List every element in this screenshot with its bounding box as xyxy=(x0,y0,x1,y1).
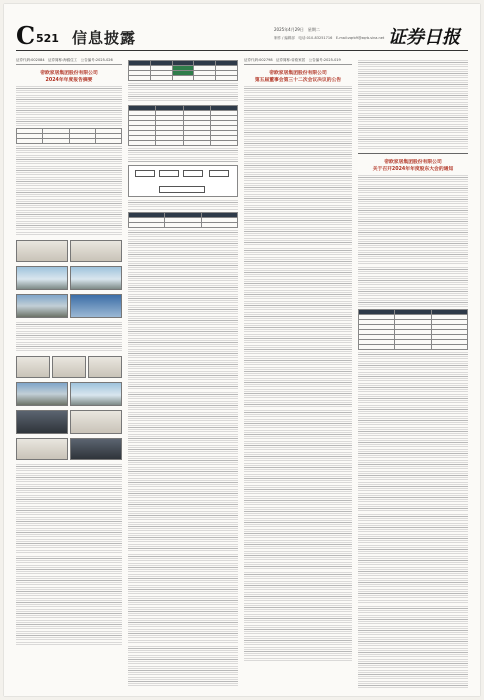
notice-name: 关于召开2024年年度股东大会的通知 xyxy=(372,167,454,172)
column-1-header: 证券代码:002084 证券简称:海鸥住工 公告编号:2025-026 xyxy=(16,58,122,65)
report-company: 帝欧家居集团股份有限公司 xyxy=(40,71,98,76)
report-name: 2024年年度报告摘要 xyxy=(45,78,93,83)
photo-row xyxy=(16,436,122,462)
text-block xyxy=(16,86,122,126)
data-table xyxy=(128,212,238,228)
diagram-box xyxy=(183,170,203,177)
text-block xyxy=(128,83,238,103)
brand-logo: 证券日报 xyxy=(388,27,460,48)
building-photo xyxy=(70,266,122,290)
interior-photo xyxy=(16,356,50,378)
text-block xyxy=(16,322,122,352)
diagram-box xyxy=(209,170,229,177)
newspaper-page xyxy=(4,4,480,696)
text-block xyxy=(358,60,468,150)
text-block xyxy=(358,606,468,688)
notice-title xyxy=(358,158,468,172)
text-block xyxy=(128,148,238,162)
photo-row xyxy=(16,380,122,408)
text-block xyxy=(16,146,122,236)
column-3-header: 证券代码:002798 证券简称:帝欧家居 公告编号:2025-019 xyxy=(244,58,352,65)
financial-table xyxy=(128,105,238,146)
announcement-name: 第五届董事会第三十二次会议决议的公告 xyxy=(254,78,342,83)
building-photo xyxy=(70,294,122,318)
dateline: 2025年4月29日 星期二 xyxy=(274,27,320,32)
text-block xyxy=(358,514,468,604)
text-block xyxy=(244,248,352,408)
interior-photo xyxy=(16,410,68,434)
interior-photo xyxy=(70,438,122,460)
text-block xyxy=(128,230,238,390)
data-table xyxy=(16,128,122,144)
column-3 xyxy=(244,58,352,688)
photo-row xyxy=(16,408,122,436)
photo-row xyxy=(16,264,122,292)
diagram-box xyxy=(159,170,179,177)
text-block xyxy=(16,556,122,646)
interior-photo xyxy=(70,410,122,434)
showroom-photo xyxy=(16,240,68,262)
contact-line: 制作 / 编辑部 电话:010-83251716 E-mail:zqrb9@zqrb.sina.net xyxy=(274,36,385,40)
financial-table xyxy=(128,60,238,81)
column-4 xyxy=(358,58,468,688)
diagram-box xyxy=(159,186,205,193)
interior-photo xyxy=(52,356,86,378)
photo-row xyxy=(16,354,122,380)
building-photo xyxy=(16,266,68,290)
building-photo xyxy=(16,294,68,318)
masthead xyxy=(16,22,468,51)
notice-company: 帝欧家居集团股份有限公司 xyxy=(384,160,442,165)
text-block xyxy=(244,86,352,246)
showroom-photo xyxy=(70,240,122,262)
announcement-company: 帝欧家居集团股份有限公司 xyxy=(269,71,327,76)
text-block xyxy=(128,200,238,210)
text-block xyxy=(244,572,352,662)
report-title xyxy=(16,69,122,83)
section-title: 信息披露 xyxy=(72,29,137,47)
column-1 xyxy=(16,58,122,688)
interior-photo xyxy=(88,356,122,378)
text-block xyxy=(128,392,238,552)
text-block xyxy=(244,410,352,570)
text-block xyxy=(16,464,122,554)
column-2 xyxy=(128,58,238,688)
photo-row xyxy=(16,292,122,320)
text-block xyxy=(128,646,238,688)
divider xyxy=(358,153,468,154)
shareholding-diagram xyxy=(128,165,238,197)
text-block xyxy=(358,352,468,512)
proposal-table xyxy=(358,309,468,350)
city-photo xyxy=(70,382,122,406)
page-number: 521 xyxy=(36,32,59,45)
page-prefix: C xyxy=(16,21,36,50)
interior-photo xyxy=(16,438,68,460)
diagram-box xyxy=(135,170,155,177)
text-block xyxy=(358,267,468,307)
text-block xyxy=(358,175,468,265)
announcement-title xyxy=(244,69,352,83)
city-photo xyxy=(16,382,68,406)
text-block xyxy=(128,554,238,644)
photo-row xyxy=(16,238,122,264)
